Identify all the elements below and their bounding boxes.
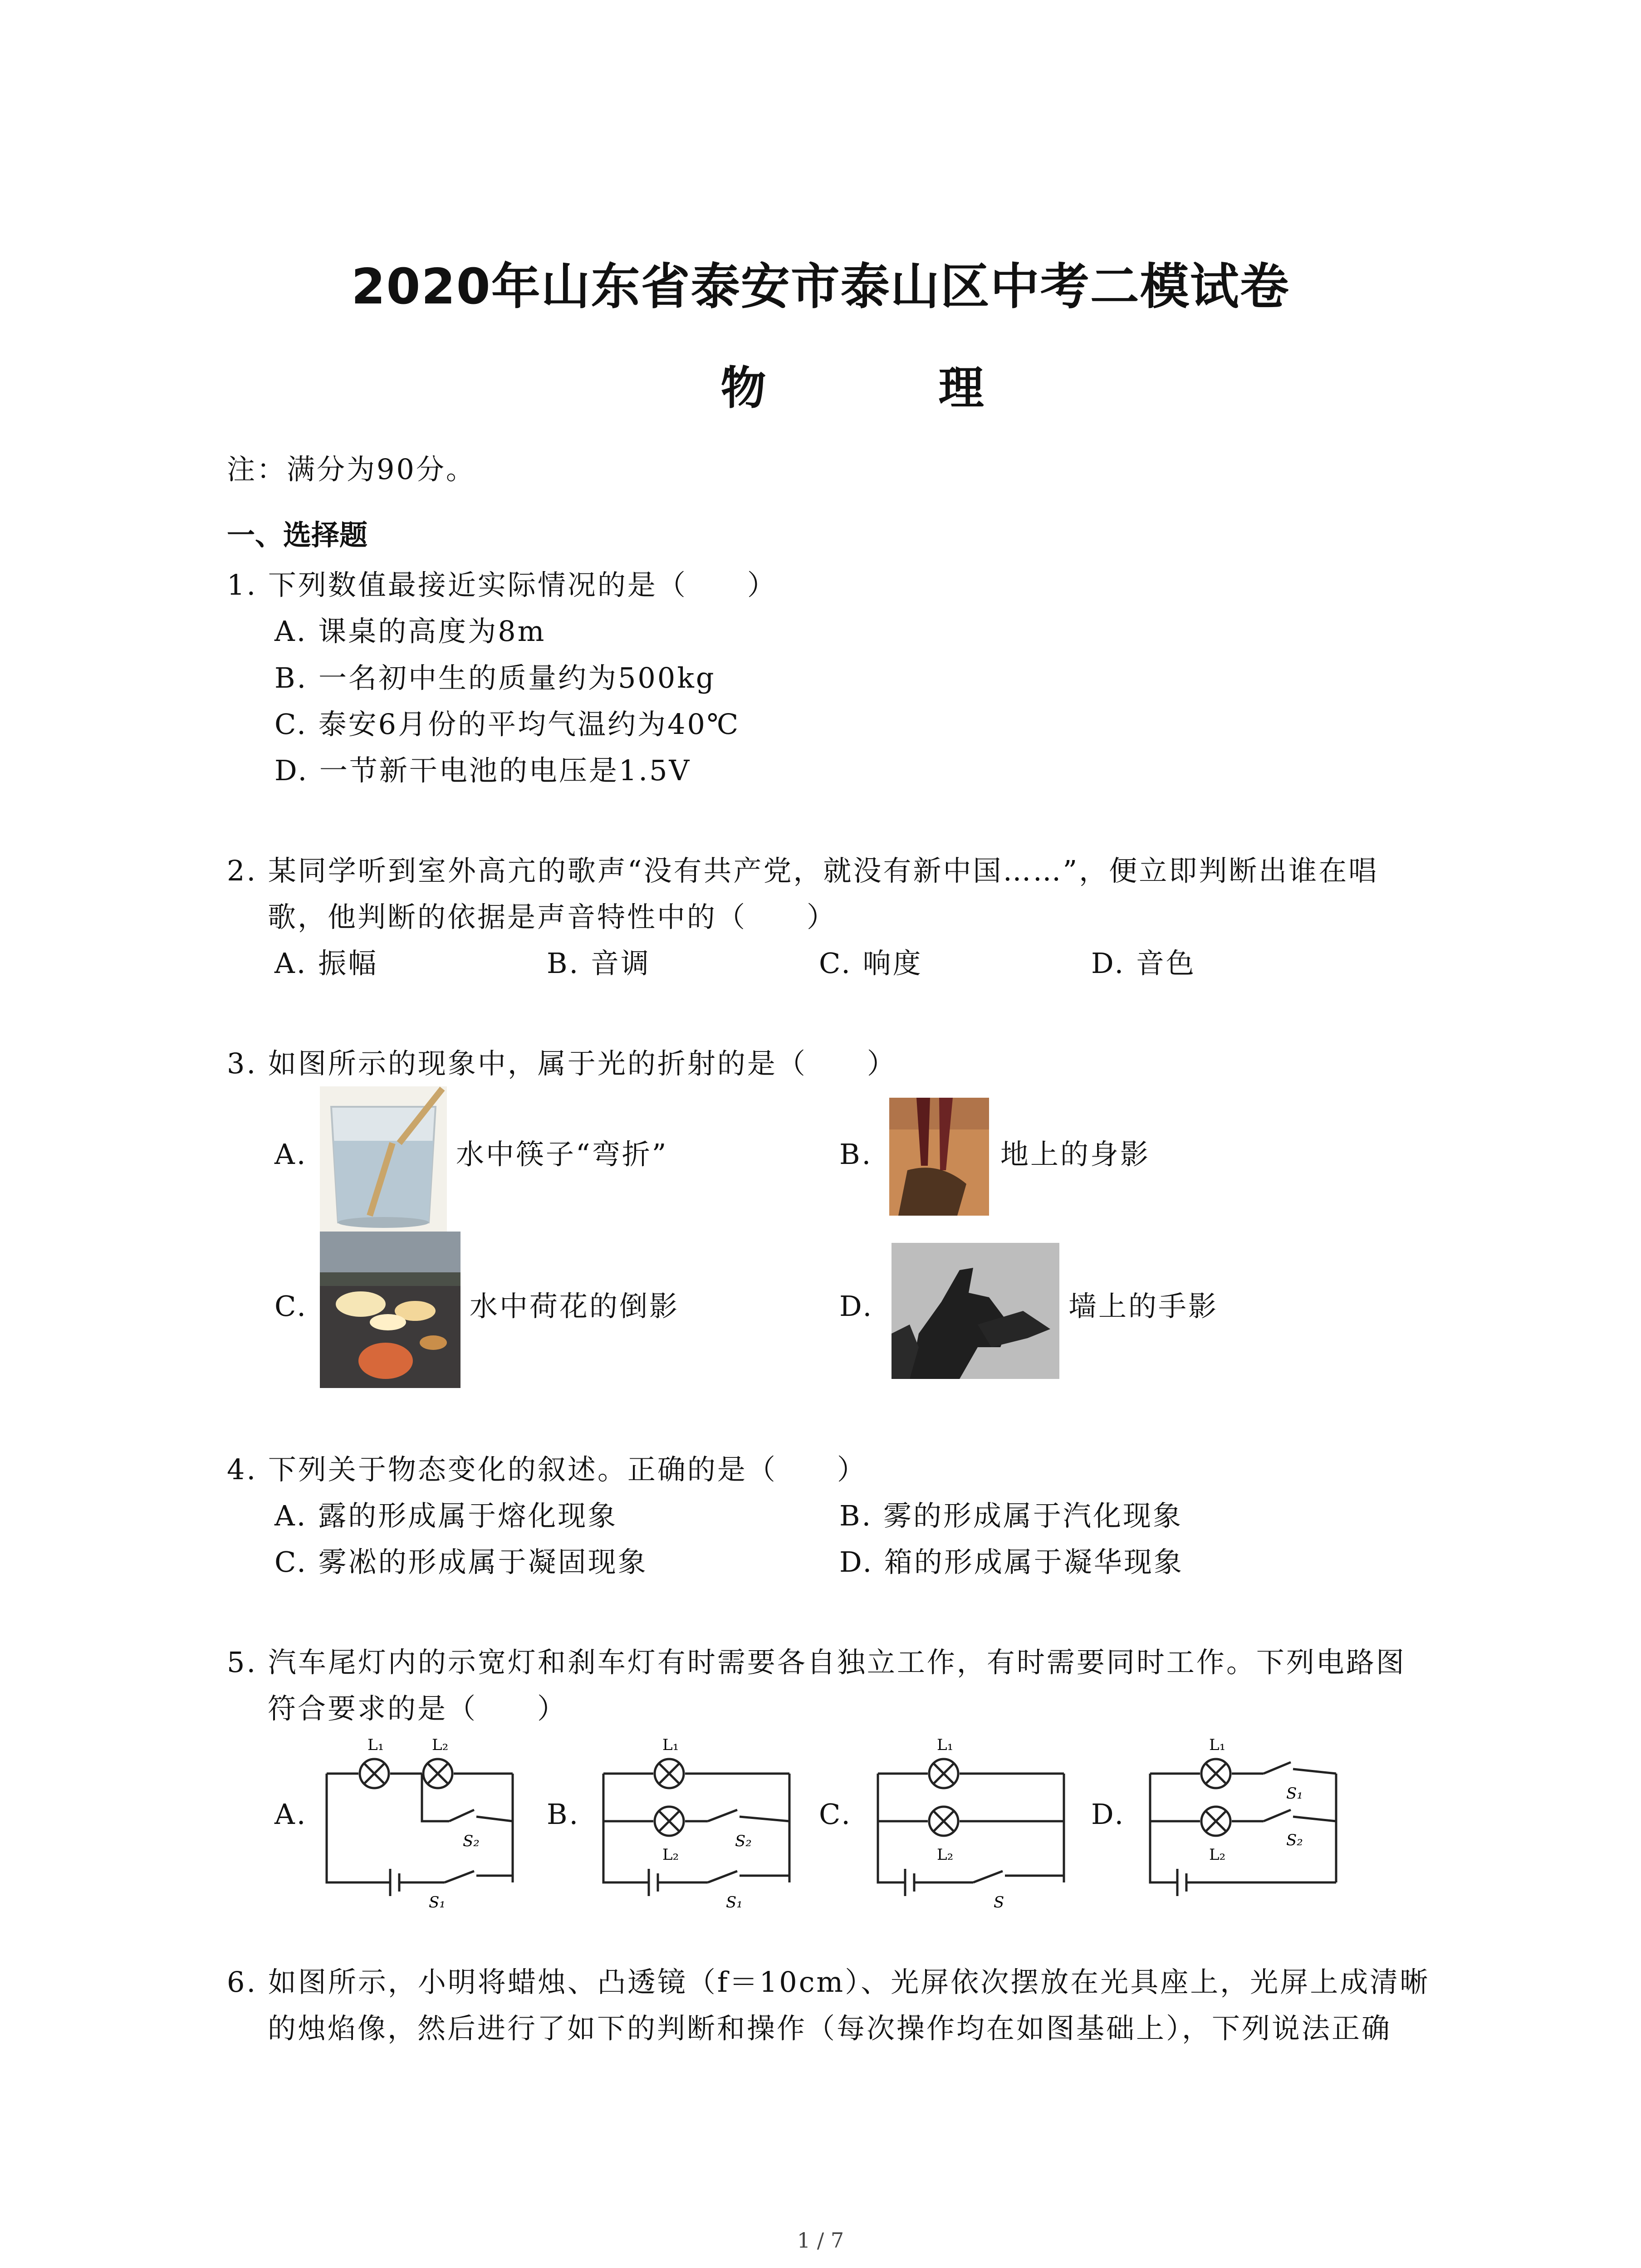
q3-caption-b: 地上的身影: [1000, 1138, 1151, 1171]
lotus-reflection-photo: [320, 1232, 460, 1388]
circuit-diagram-d: [1136, 1728, 1350, 1910]
q3-caption-c: 水中荷花的倒影: [470, 1290, 680, 1323]
svg-text:S₂: S₂: [735, 1832, 752, 1850]
q5-letter-d: D.: [1091, 1798, 1126, 1831]
q3-caption-a: 水中筷子“弯折”: [456, 1138, 668, 1171]
page-number: 1 / 7: [797, 2228, 844, 2253]
q4-option-b: B. 雾的形成属于汽化现象: [839, 1499, 1183, 1532]
svg-text:S: S: [994, 1893, 1004, 1910]
circuit-diagram-c: [864, 1728, 1078, 1910]
label-s2: S₂: [463, 1832, 480, 1850]
question-6-stem-line1: 6. 如图所示，小明将蜡烛、凸透镜（f＝10cm）、光屏依次摆放在光具座上，光屏上成清晰: [227, 1965, 1430, 1999]
q3-letter-b: B.: [839, 1138, 873, 1171]
svg-text:S₁: S₁: [1286, 1784, 1303, 1803]
chopsticks-in-water-photo: [320, 1086, 447, 1232]
svg-text:L₂: L₂: [662, 1846, 679, 1864]
svg-text:S₂: S₂: [1286, 1831, 1303, 1849]
question-2-stem-line1: 2. 某同学听到室外高亢的歌声“没有共产党，就没有新中国……”，便立即判断出谁在唱: [227, 854, 1379, 887]
score-note: 注：满分为90分。: [227, 453, 476, 486]
exam-title: 2020年山东省泰安市泰山区中考二模试卷: [351, 259, 1290, 315]
q2-option-a: A. 振幅: [274, 947, 378, 980]
hand-shadow-photo: [892, 1243, 1059, 1379]
section-heading: 一、选择题: [227, 518, 368, 552]
question-5-stem-line1: 5. 汽车尾灯内的示宽灯和刹车灯有时需要各自独立工作，有时需要同时工作。下列电路图: [227, 1646, 1406, 1679]
q4-option-d: D. 箱的形成属于凝华现象: [839, 1545, 1184, 1579]
svg-text:L₁: L₁: [1209, 1736, 1226, 1754]
question-1-stem: 1. 下列数值最接近实际情况的是（ ）: [227, 568, 777, 601]
question-4-stem: 4. 下列关于物态变化的叙述。正确的是（ ）: [227, 1453, 867, 1486]
q4-option-c: C. 雾凇的形成属于凝固现象: [274, 1545, 648, 1579]
q3-letter-c: C.: [274, 1290, 308, 1323]
circuit-diagram-a: [313, 1728, 526, 1910]
q5-letter-a: A.: [274, 1798, 308, 1831]
q3-caption-d: 墙上的手影: [1068, 1290, 1219, 1323]
svg-text:L₂: L₂: [937, 1846, 954, 1864]
q2-option-b: B. 音调: [547, 947, 651, 980]
q1-option-a: A. 课桌的高度为8m: [274, 615, 546, 648]
question-6-stem-line2: 的烛焰像，然后进行了如下的判断和操作（每次操作均在如图基础上），下列说法正确: [268, 2012, 1392, 2045]
q1-option-c: C. 泰安6月份的平均气温约为40℃: [274, 708, 740, 741]
question-3-stem: 3. 如图所示的现象中，属于光的折射的是（ ）: [227, 1047, 897, 1080]
svg-text:L₁: L₁: [937, 1736, 954, 1754]
q5-letter-b: B.: [547, 1798, 580, 1831]
q4-option-a: A. 露的形成属于熔化现象: [274, 1499, 618, 1532]
q1-option-d: D. 一节新干电池的电压是1.5V: [274, 754, 691, 787]
q3-letter-d: D.: [839, 1290, 874, 1323]
circuit-diagram-b: [590, 1728, 803, 1910]
q2-option-d: D. 音色: [1091, 947, 1196, 980]
question-2-stem-line2: 歌，他判断的依据是声音特性中的（ ）: [268, 900, 837, 934]
q3-letter-a: A.: [274, 1138, 308, 1171]
svg-text:L₂: L₂: [1209, 1846, 1226, 1864]
q5-letter-c: C.: [819, 1798, 852, 1831]
label-l1: L₁: [367, 1736, 384, 1754]
subject-title: 物 理: [720, 362, 1048, 415]
svg-text:S₁: S₁: [726, 1893, 743, 1910]
q1-option-b: B. 一名初中生的质量约为500kg: [274, 661, 716, 694]
q2-option-c: C. 响度: [819, 947, 923, 980]
label-l2: L₂: [432, 1736, 449, 1754]
question-5-stem-line2: 符合要求的是（ ）: [268, 1692, 568, 1725]
svg-text:L₁: L₁: [662, 1736, 679, 1754]
ground-shadow-photo: [889, 1098, 989, 1216]
label-s1: S₁: [429, 1893, 446, 1910]
